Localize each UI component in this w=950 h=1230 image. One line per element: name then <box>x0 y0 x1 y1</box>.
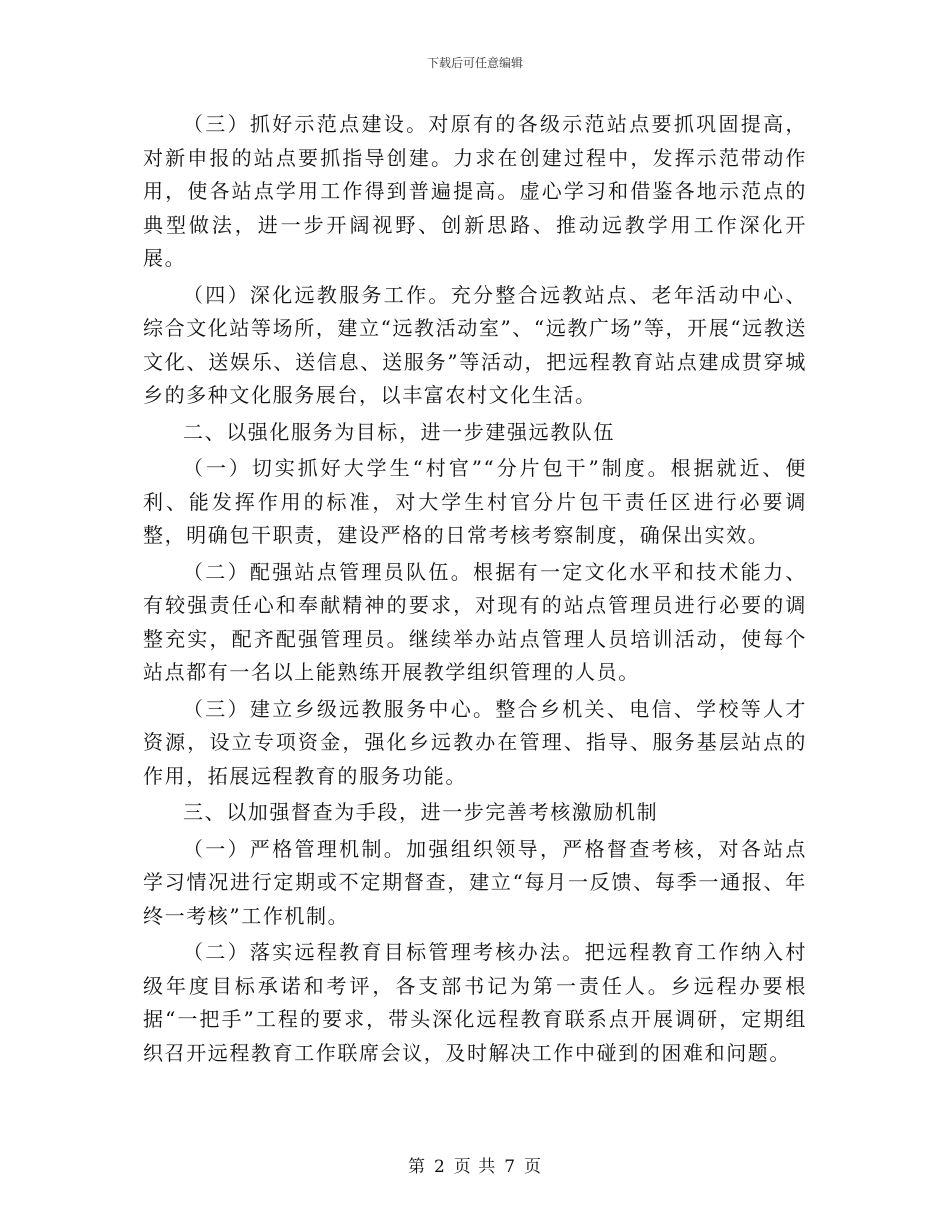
page-number-footer <box>0 1152 950 1177</box>
paragraph-service-center: （三）建立乡级远教服务中心。整合乡机关、电信、学校等人才资源，设立专项资金，强化乡远教办在管理、指导、服务基层站点的作用，拓展远程教育的服务功能。 <box>143 696 807 788</box>
footer-total-pages: 7 <box>504 1157 517 1177</box>
document-body <box>143 108 807 1073</box>
footer-current-page: 2 <box>433 1157 446 1177</box>
paragraph-deepen-services: （四）深化远教服务工作。充分整合远教站点、老年活动中心、综合文化站等场所，建立“远教活动室”、“远教广场”等，开展“远教送文化、送娱乐、送信息、送服务”等活动，把远程教育站点建成贯穿城乡的多种文化服务展台，以丰富农村文化生活。 <box>143 282 807 407</box>
section-heading-2: 二、以强化服务为目标，进一步建强远教队伍 <box>183 419 615 444</box>
paragraph-site-managers: （二）配强站点管理员队伍。根据有一定文化水平和技术能力、有较强责任心和奉献精神的要求，对现有的站点管理员进行必要的调整充实，配齐配强管理员。继续举办站点管理人员培训活动，使每个站点都有一名以上能熟练开展教学组织管理的人员。 <box>143 559 807 684</box>
paragraph-village-officials: （一）切实抓好大学生“村官”“分片包干”制度。根据就近、便利、能发挥作用的标准，对大学生村官分片包干责任区进行必要调整，明确包干职责，建设严格的日常考核考察制度，确保出实效。 <box>143 456 807 547</box>
footer-prefix: 第 <box>407 1157 426 1177</box>
section-heading-3: 三、以加强督查为手段，进一步完善考核激励机制 <box>183 800 659 824</box>
footer-middle: 页 共 <box>453 1157 497 1177</box>
paragraph-target-assessment: （二）落实远程教育目标管理考核办法。把远程教育工作纳入村级年度目标承诺和考评，各支部书记为第一责任人。乡远程办要根据“一把手”工程的要求，带头深化远程教育联系点开展调研，定期组织召开远程教育工作联席会议，及时解决工作中碰到的困难和问题。 <box>143 940 807 1065</box>
footer-suffix: 页 <box>524 1157 543 1177</box>
paragraph-demonstration-sites: （三）抓好示范点建设。对原有的各级示范站点要抓巩固提高，对新申报的站点要抓指导创建。力求在创建过程中，发挥示范带动作用，使各站点学用工作得到普遍提高。虚心学习和借鉴各地示范点的典型做法，进一步开阔视野、创新思路、推动远教学用工作深化开展。 <box>143 112 807 270</box>
header-note: 下载后可任意编辑 <box>426 56 523 70</box>
paragraph-management-mechanism: （一）严格管理机制。加强组织领导，严格督查考核，对各站点学习情况进行定期或不定期督查，建立“每月一反馈、每季一通报、年终一考核”工作机制。 <box>143 836 807 928</box>
